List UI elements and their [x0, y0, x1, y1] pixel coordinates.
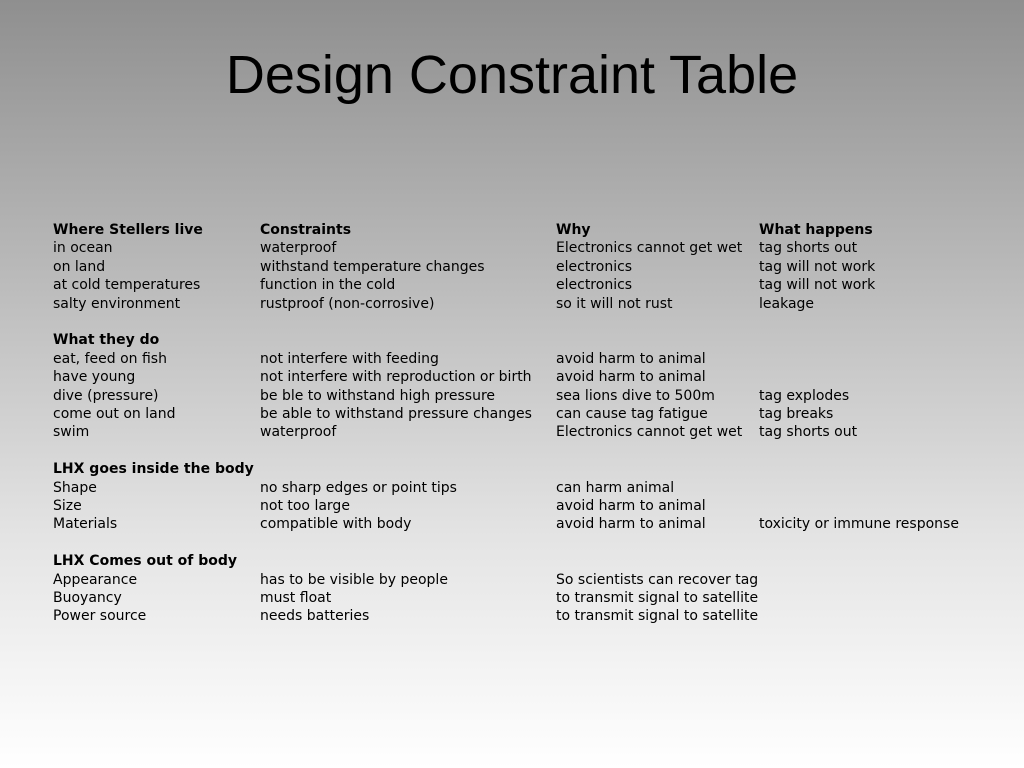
table-cell: tag breaks [759, 406, 834, 423]
section-heading: LHX Comes out of body [53, 553, 238, 570]
table-cell: salty environment [53, 295, 181, 312]
table-cell: compatible with body [260, 516, 412, 533]
table-cell: have young [53, 369, 136, 386]
section-heading: LHX goes inside the body [53, 461, 254, 478]
table-cell: eat, feed on fish [53, 350, 167, 367]
table-cell: electronics [556, 277, 633, 294]
table-cell: Size [53, 498, 82, 515]
table-cell: avoid harm to animal [556, 350, 706, 367]
table-cell: Appearance [53, 571, 138, 588]
table-cell: avoid harm to animal [556, 516, 706, 533]
table-cell [759, 497, 1013, 515]
table-cell: can cause tag fatigue [556, 406, 708, 423]
table-cell: not interfere with feeding [260, 350, 439, 367]
table-cell: So scientists can recover tag [556, 571, 759, 588]
spacer-cell [53, 534, 1013, 552]
table-cell: sea lions dive to 500m [556, 387, 715, 404]
table-cell: dive (pressure) [53, 387, 159, 404]
table-row [53, 350, 1013, 368]
table-row [53, 515, 1013, 533]
section-heading-row [53, 331, 1013, 349]
table-row [53, 239, 1013, 257]
table-cell: no sharp edges or point tips [260, 479, 457, 496]
table-cell [759, 350, 1013, 368]
table-cell [759, 571, 1013, 589]
table-cell: not too large [260, 498, 350, 515]
table-cell: tag will not work [759, 258, 876, 275]
table-row [53, 589, 1013, 607]
spacer-row [53, 442, 1013, 460]
table-cell: needs batteries [260, 608, 370, 625]
table-cell: waterproof [260, 424, 337, 441]
spacer-row [53, 534, 1013, 552]
table-cell: Buoyancy [53, 590, 122, 607]
table-cell: Shape [53, 479, 97, 496]
table-cell: tag will not work [759, 277, 876, 294]
spacer-cell [53, 442, 1013, 460]
design-constraint-table [53, 221, 1013, 626]
spacer-cell [53, 313, 1013, 331]
table-cell: Materials [53, 516, 118, 533]
table-cell [759, 589, 1013, 607]
column-header: What happens [759, 222, 873, 238]
table-cell: withstand temperature changes [260, 258, 485, 275]
table-cell: tag shorts out [759, 424, 858, 441]
table-row [53, 479, 1013, 497]
table-cell: Electronics cannot get wet [556, 424, 743, 441]
table-cell: in ocean [53, 240, 113, 257]
table-cell: be able to withstand pressure changes [260, 406, 532, 423]
table-cell [759, 479, 1013, 497]
column-header: Constraints [260, 222, 352, 238]
table-cell: has to be visible by people [260, 571, 448, 588]
table-cell: so it will not rust [556, 295, 673, 312]
table-cell: leakage [759, 295, 815, 312]
section-heading-row [53, 552, 1013, 570]
table-cell: to transmit signal to satellite [556, 608, 759, 625]
table-cell: come out on land [53, 406, 176, 423]
spacer-row [53, 313, 1013, 331]
table-cell: toxicity or immune response [759, 516, 959, 533]
table-cell: must float [260, 590, 332, 607]
table-row [53, 295, 1013, 313]
section-heading-row [53, 221, 1013, 239]
table-row [53, 368, 1013, 386]
table-body [53, 221, 1013, 626]
table-cell: to transmit signal to satellite [556, 590, 759, 607]
table-row [53, 276, 1013, 294]
table-cell: can harm animal [556, 479, 675, 496]
table-cell: swim [53, 424, 90, 441]
table-cell: at cold temperatures [53, 277, 201, 294]
slide-title: Design Constraint Table [225, 45, 799, 105]
table-cell: be ble to withstand high pressure [260, 387, 496, 404]
table-cell: Electronics cannot get wet [556, 240, 743, 257]
column-header: Where Stellers live [53, 222, 203, 238]
table-cell: function in the cold [260, 277, 396, 294]
table-cell: rustproof (non-corrosive) [260, 295, 435, 312]
table-row [53, 423, 1013, 441]
table-cell: tag shorts out [759, 240, 858, 257]
table-cell: avoid harm to animal [556, 369, 706, 386]
table-row [53, 497, 1013, 515]
table-row [53, 405, 1013, 423]
table-cell: Power source [53, 608, 147, 625]
section-heading: What they do [53, 332, 160, 349]
table-cell: tag explodes [759, 387, 850, 404]
table-cell: not interfere with reproduction or birth [260, 369, 532, 386]
table-row [53, 571, 1013, 589]
column-header: Why [556, 222, 591, 238]
table-cell: waterproof [260, 240, 337, 257]
table-cell [759, 368, 1013, 386]
table-cell: electronics [556, 258, 633, 275]
table-row [53, 258, 1013, 276]
table-row [53, 607, 1013, 625]
section-heading-row [53, 460, 1013, 478]
constraint-table [53, 221, 1013, 626]
table-row [53, 387, 1013, 405]
table-cell: avoid harm to animal [556, 498, 706, 515]
table-cell: on land [53, 258, 106, 275]
table-cell [759, 607, 1013, 625]
